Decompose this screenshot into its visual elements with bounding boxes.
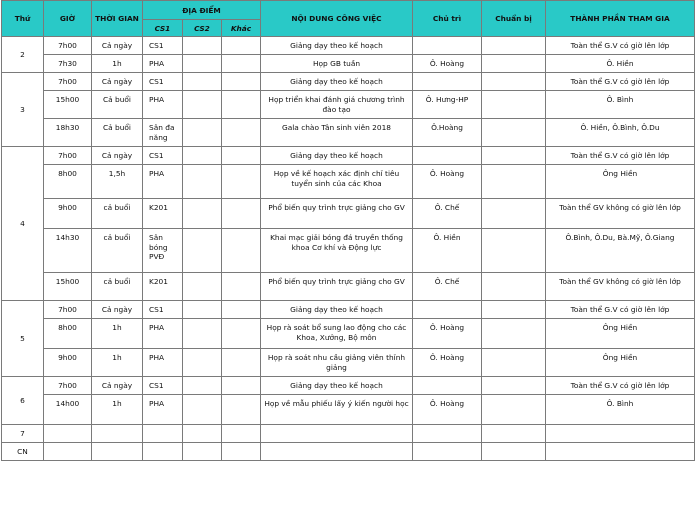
table-row (2, 443, 695, 461)
row-chair: Ô. Hoàng (413, 349, 482, 377)
table-row (2, 395, 695, 425)
row-content: Giảng dạy theo kế hoạch (261, 301, 413, 319)
row-time (44, 425, 92, 443)
row-cs1: CS1 (143, 301, 183, 319)
day-cell: 7 (2, 425, 44, 443)
table-row (2, 91, 695, 119)
table-row (2, 119, 695, 147)
row-chair: Ô.Hoàng (413, 119, 482, 147)
row-cs1 (143, 443, 183, 461)
row-khac (222, 229, 261, 273)
row-khac (222, 73, 261, 91)
row-cs1: PHA (143, 91, 183, 119)
table-row (2, 301, 695, 319)
header-khac: Khác (222, 20, 261, 37)
row-cs1 (143, 425, 183, 443)
row-content: Phổ biến quy trình trực giảng cho GV (261, 273, 413, 301)
row-khac (222, 165, 261, 199)
row-cs1: K201 (143, 199, 183, 229)
row-cs2 (183, 377, 222, 395)
row-prep (482, 395, 546, 425)
day-cell: 5 (2, 301, 44, 377)
row-content (261, 425, 413, 443)
row-cs2 (183, 425, 222, 443)
row-time: 7h00 (44, 301, 92, 319)
row-khac (222, 443, 261, 461)
row-duration (92, 425, 143, 443)
table-row (2, 199, 695, 229)
row-prep (482, 377, 546, 395)
row-cs1: CS1 (143, 147, 183, 165)
row-cs2 (183, 395, 222, 425)
row-content: Họp triển khai đánh giá chương trình đào tạo (261, 91, 413, 119)
row-duration: Cả ngày (92, 37, 143, 55)
row-cs1: PHA (143, 55, 183, 73)
row-duration: Cả buổi (92, 91, 143, 119)
row-cs2 (183, 165, 222, 199)
row-time: 7h00 (44, 37, 92, 55)
row-content: Họp rà soát bổ sung lao động cho các Khoa, Xưởng, Bộ môn (261, 319, 413, 349)
header-thanh-phan: THÀNH PHẦN THAM GIA (546, 1, 695, 37)
row-prep (482, 319, 546, 349)
row-content: Giảng dạy theo kế hoạch (261, 73, 413, 91)
row-khac (222, 349, 261, 377)
row-prep (482, 301, 546, 319)
row-prep (482, 37, 546, 55)
row-duration: 1h (92, 55, 143, 73)
row-participants: Toàn thể GV không có giờ lên lớp (546, 199, 695, 229)
row-cs1: PHA (143, 165, 183, 199)
table-row (2, 349, 695, 377)
table-row (2, 229, 695, 273)
row-prep (482, 273, 546, 301)
row-participants: Ô. Bình (546, 395, 695, 425)
schedule-table (1, 0, 695, 461)
row-prep (482, 55, 546, 73)
row-cs2 (183, 301, 222, 319)
row-duration: cả buổi (92, 273, 143, 301)
row-prep (482, 73, 546, 91)
header-noi-dung: NỘI DUNG CÔNG VIỆC (261, 1, 413, 37)
row-participants: Toàn thể GV không có giờ lên lớp (546, 273, 695, 301)
row-khac (222, 119, 261, 147)
row-participants: Ô. Hiền, Ô.Bình, Ô.Du (546, 119, 695, 147)
row-participants: Toàn thể G.V có giờ lên lớp (546, 147, 695, 165)
row-participants: Ông Hiền (546, 349, 695, 377)
row-duration: Cả ngày (92, 301, 143, 319)
row-participants: Ô.Bình, Ô.Du, Bà.Mỹ, Ô.Giang (546, 229, 695, 273)
row-khac (222, 147, 261, 165)
row-content: Họp rà soát nhu cầu giảng viên thỉnh giảng (261, 349, 413, 377)
row-prep (482, 147, 546, 165)
row-time: 8h00 (44, 319, 92, 349)
table-row (2, 319, 695, 349)
row-time: 7h00 (44, 147, 92, 165)
row-duration: Cả ngày (92, 73, 143, 91)
row-time: 14h00 (44, 395, 92, 425)
row-cs1: PHA (143, 319, 183, 349)
row-time: 9h00 (44, 199, 92, 229)
header-chuan-bi: Chuẩn bị (482, 1, 546, 37)
day-cell: CN (2, 443, 44, 461)
row-duration: 1,5h (92, 165, 143, 199)
row-content: Phổ biến quy trình trực giảng cho GV (261, 199, 413, 229)
header-gio: GIỜ (44, 1, 92, 37)
row-duration: cả buổi (92, 229, 143, 273)
row-khac (222, 55, 261, 73)
row-chair: Ô. Hưng-HP (413, 91, 482, 119)
day-cell: 3 (2, 73, 44, 147)
row-chair (413, 147, 482, 165)
row-cs1: PHA (143, 395, 183, 425)
row-content: Giảng dạy theo kế hoạch (261, 377, 413, 395)
row-duration: 1h (92, 349, 143, 377)
row-cs2 (183, 199, 222, 229)
row-chair: Ô. Hiền (413, 229, 482, 273)
row-khac (222, 301, 261, 319)
row-time: 15h00 (44, 91, 92, 119)
row-duration: 1h (92, 319, 143, 349)
header-dia-diem: ĐỊA ĐIỂM (143, 1, 261, 20)
row-participants: Toàn thể G.V có giờ lên lớp (546, 37, 695, 55)
row-khac (222, 91, 261, 119)
row-time: 15h00 (44, 273, 92, 301)
row-prep (482, 425, 546, 443)
day-cell: 4 (2, 147, 44, 301)
table-row (2, 425, 695, 443)
header-cs1: CS1 (143, 20, 183, 37)
row-chair: Ô. Hoàng (413, 395, 482, 425)
row-prep (482, 119, 546, 147)
row-content: Giảng dạy theo kế hoạch (261, 37, 413, 55)
row-chair (413, 37, 482, 55)
day-cell: 2 (2, 37, 44, 73)
row-time: 18h30 (44, 119, 92, 147)
row-content: Họp về mẫu phiếu lấy ý kiến người học (261, 395, 413, 425)
row-prep (482, 91, 546, 119)
day-cell: 6 (2, 377, 44, 425)
row-khac (222, 377, 261, 395)
header-cs2: CS2 (183, 20, 222, 37)
row-duration: cả buổi (92, 199, 143, 229)
row-content: Khai mạc giải bóng đá truyền thống khoa Cơ khí và Động lực (261, 229, 413, 273)
table-row (2, 55, 695, 73)
row-chair (413, 443, 482, 461)
row-cs2 (183, 349, 222, 377)
table-row (2, 273, 695, 301)
row-duration: 1h (92, 395, 143, 425)
row-chair: Ô. Chế (413, 199, 482, 229)
row-khac (222, 395, 261, 425)
row-prep (482, 165, 546, 199)
row-chair (413, 73, 482, 91)
row-cs2 (183, 319, 222, 349)
row-chair (413, 425, 482, 443)
row-cs2 (183, 37, 222, 55)
row-chair: Ô. Chế (413, 273, 482, 301)
row-cs1: K201 (143, 273, 183, 301)
row-content (261, 443, 413, 461)
row-participants: Ô. Hiền (546, 55, 695, 73)
row-chair: Ô. Hoàng (413, 165, 482, 199)
row-cs2 (183, 443, 222, 461)
row-time: 9h00 (44, 349, 92, 377)
row-participants (546, 443, 695, 461)
row-time: 8h00 (44, 165, 92, 199)
schedule-body (2, 37, 695, 461)
row-khac (222, 273, 261, 301)
row-cs1: CS1 (143, 37, 183, 55)
row-prep (482, 349, 546, 377)
row-content: Giảng dạy theo kế hoạch (261, 147, 413, 165)
row-cs1: Sân bóng PVĐ (143, 229, 183, 273)
row-prep (482, 443, 546, 461)
row-participants: Ông Hiền (546, 165, 695, 199)
row-cs2 (183, 55, 222, 73)
row-chair (413, 301, 482, 319)
row-time: 7h30 (44, 55, 92, 73)
header-thu: Thứ (2, 1, 44, 37)
row-cs2 (183, 73, 222, 91)
row-khac (222, 37, 261, 55)
row-cs2 (183, 229, 222, 273)
row-cs1: CS1 (143, 377, 183, 395)
row-duration (92, 443, 143, 461)
table-row (2, 377, 695, 395)
row-khac (222, 319, 261, 349)
row-chair: Ô. Hoàng (413, 319, 482, 349)
row-time: 7h00 (44, 73, 92, 91)
row-cs1: CS1 (143, 73, 183, 91)
row-duration: Cả ngày (92, 377, 143, 395)
row-time: 7h00 (44, 377, 92, 395)
row-participants: Toàn thể G.V có giờ lên lớp (546, 377, 695, 395)
row-khac (222, 199, 261, 229)
table-row (2, 73, 695, 91)
row-time (44, 443, 92, 461)
row-cs1: PHA (143, 349, 183, 377)
row-duration: Cả ngày (92, 147, 143, 165)
row-content: Gala chào Tân sinh viên 2018 (261, 119, 413, 147)
row-participants (546, 425, 695, 443)
header-chu-tri: Chủ trì (413, 1, 482, 37)
row-cs1: Sân đa năng (143, 119, 183, 147)
row-prep (482, 229, 546, 273)
table-row (2, 37, 695, 55)
row-cs2 (183, 147, 222, 165)
row-content: Họp GB tuần (261, 55, 413, 73)
header-row (2, 1, 695, 20)
table-row (2, 165, 695, 199)
row-cs2 (183, 91, 222, 119)
row-participants: Toàn thể G.V có giờ lên lớp (546, 301, 695, 319)
row-chair: Ô. Hoàng (413, 55, 482, 73)
row-participants: Ô. Bình (546, 91, 695, 119)
row-content: Họp về kế hoạch xác định chỉ tiêu tuyển sinh của các Khoa (261, 165, 413, 199)
row-cs2 (183, 119, 222, 147)
row-cs2 (183, 273, 222, 301)
row-duration: Cả buổi (92, 119, 143, 147)
row-time: 14h30 (44, 229, 92, 273)
row-chair (413, 377, 482, 395)
row-khac (222, 425, 261, 443)
row-participants: Toàn thể G.V có giờ lên lớp (546, 73, 695, 91)
row-prep (482, 199, 546, 229)
row-participants: Ông Hiền (546, 319, 695, 349)
table-row (2, 147, 695, 165)
header-thoi-gian: THỜI GIAN (92, 1, 143, 37)
